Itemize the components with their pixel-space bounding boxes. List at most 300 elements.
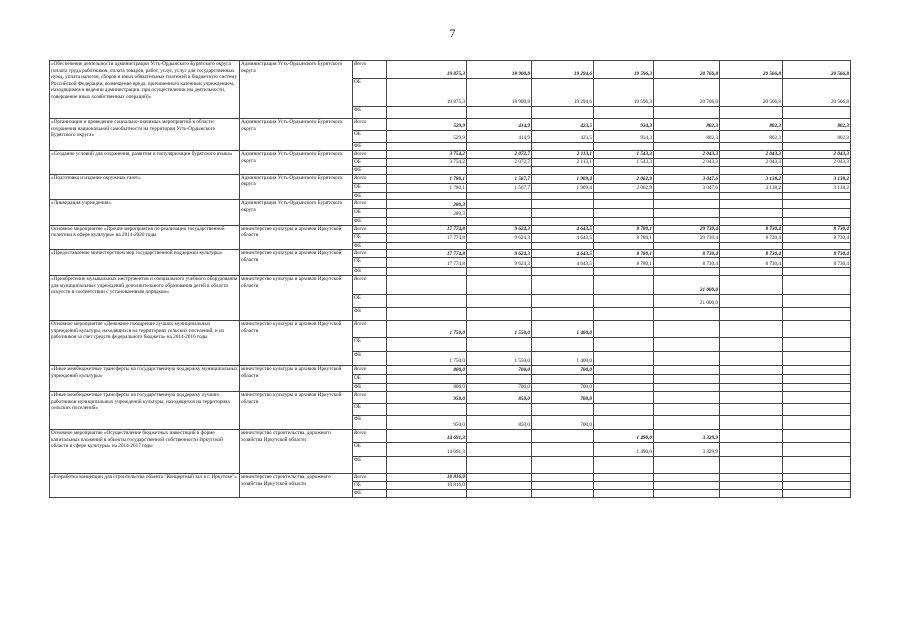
amount-cell (720, 192, 783, 200)
amount-cell (594, 167, 654, 175)
activity-description: Основное мероприятие «Денежное поощрение лучших муниципальных учреждений культуры, находящихся на территориях сельских поселений, и их работников за счет средств федерального бюджета» на 2014-2016 годы (50, 320, 240, 365)
amount-cell: 802,3 (783, 131, 851, 143)
amount-cell (720, 209, 783, 218)
amount-cell (783, 209, 851, 218)
table-row (50, 365, 851, 374)
table-row (50, 275, 851, 294)
amount-cell: 3 138,2 (783, 183, 851, 192)
amount-cell: 8 730,4 (654, 250, 720, 258)
amount-cell (532, 307, 594, 320)
amount-cell: 8 730,4 (720, 258, 783, 268)
amount-cell (720, 167, 783, 175)
amount-cell: 8 730,4 (720, 225, 783, 233)
funding-source-label: ОБ (353, 159, 387, 167)
activity-description: «Разработка концепции для строительства объекта "Концертный зал в г. Иркутске"» (50, 473, 240, 497)
amount-cell (783, 429, 851, 442)
amount-cell (720, 489, 783, 497)
executor-cell: Администрация Усть-Ордынского Бурятского округа (240, 151, 353, 175)
amount-cell (594, 107, 654, 119)
activity-description: «Предоставление министерством мер государственной поддержки культуры» (50, 250, 240, 276)
amount-cell: 3 138,2 (720, 174, 783, 183)
amount-cell: 19 294,6 (532, 61, 594, 79)
funding-source-label: Всего (353, 275, 387, 294)
amount-cell (387, 268, 467, 276)
activity-description: Основное мероприятие «Прочие мероприятия по реализации государственной политики в сфере культуры» на 2014-2020 годы (50, 225, 240, 250)
amount-cell (467, 107, 532, 119)
amount-cell: 3 754,2 (387, 159, 467, 167)
amount-cell: 19 875,3 (387, 79, 467, 107)
executor-cell: Администрация Усть-Ордынского Бурятского округа (240, 61, 353, 119)
amount-cell (654, 481, 720, 489)
amount-cell: 1 490,0 (594, 442, 654, 456)
amount-cell (720, 307, 783, 320)
amount-cell: 800,0 (387, 383, 467, 391)
amount-cell (594, 320, 654, 337)
executor-cell: министерство культуры и архивов Иркутской области (240, 225, 353, 250)
amount-cell: 8 730,4 (783, 250, 851, 258)
amount-cell: 3 047,6 (654, 174, 720, 183)
funding-source-label: ФБ (353, 143, 387, 151)
amount-cell (532, 143, 594, 151)
amount-cell (594, 456, 654, 473)
amount-cell (654, 403, 720, 415)
amount-cell (783, 456, 851, 473)
amount-cell (532, 489, 594, 497)
amount-cell (654, 383, 720, 391)
amount-cell (654, 365, 720, 374)
amount-cell: 1 780,1 (387, 174, 467, 183)
amount-cell (654, 456, 720, 473)
amount-cell (594, 200, 654, 209)
amount-cell: 950,0 (387, 391, 467, 403)
amount-cell: 800,0 (387, 365, 467, 374)
executor-cell: министерство строительства, дорожного хозяйства Иркутской области (240, 429, 353, 473)
amount-cell: 1 567,7 (467, 174, 532, 183)
amount-cell: 9 624,3 (467, 250, 532, 258)
amount-cell: 1 909,4 (532, 174, 594, 183)
activity-description: «Создание условий для сохранения, развития и популяризации бурятского языка» (50, 151, 240, 175)
funding-source-label: ФБ (353, 383, 387, 391)
amount-cell: 2 062,9 (594, 174, 654, 183)
amount-cell: 18 900,8 (467, 79, 532, 107)
amount-cell (467, 337, 532, 351)
amount-cell: 3 138,2 (720, 183, 783, 192)
funding-source-label: Всего (353, 320, 387, 337)
amount-cell (532, 429, 594, 442)
table-row (50, 119, 851, 131)
executor-cell: Администрация Усть-Ордынского Бурятского округа (240, 119, 353, 151)
amount-cell (654, 242, 720, 250)
table-row (50, 391, 851, 403)
amount-cell (720, 429, 783, 442)
activity-description: «Подготовка и издание окружных газет» (50, 174, 240, 200)
amount-cell: 2 072,7 (467, 159, 532, 167)
amount-cell (783, 107, 851, 119)
amount-cell: 3 047,6 (654, 183, 720, 192)
budget-table (49, 60, 851, 498)
amount-cell (594, 481, 654, 489)
amount-cell: 802,3 (720, 119, 783, 131)
amount-cell: 1 550,0 (467, 351, 532, 365)
amount-cell (594, 192, 654, 200)
funding-source-label: ОБ (353, 131, 387, 143)
amount-cell: 3 329,9 (654, 429, 720, 442)
amount-cell: 8 730,4 (783, 225, 851, 233)
amount-cell (783, 391, 851, 403)
amount-cell: 414,9 (467, 119, 532, 131)
funding-source-label: Всего (353, 250, 387, 258)
amount-cell (720, 275, 783, 294)
amount-cell: 2 043,3 (783, 159, 851, 167)
amount-cell (783, 337, 851, 351)
amount-cell (783, 374, 851, 383)
amount-cell (720, 107, 783, 119)
amount-cell (532, 242, 594, 250)
amount-cell (720, 415, 783, 429)
amount-cell (467, 192, 532, 200)
amount-cell: 414,9 (467, 131, 532, 143)
amount-cell: 529,9 (387, 131, 467, 143)
executor-cell: Администрация Усть-Ордынского Бурятского округа (240, 200, 353, 226)
amount-cell: 8 730,4 (654, 258, 720, 268)
amount-cell: 700,0 (467, 365, 532, 374)
amount-cell: 4 643,5 (532, 250, 594, 258)
amount-cell (532, 107, 594, 119)
amount-cell: 1 567,7 (467, 183, 532, 192)
executor-cell: министерство культуры и архивов Иркутской области (240, 365, 353, 391)
activity-description: «Приобретение музыкальных инструментов и специального учебного оборудования для муниципальных учреждений дополнительного образования детей в области искусств в соответствии с установленным порядком» (50, 275, 240, 320)
amount-cell (654, 337, 720, 351)
amount-cell (594, 365, 654, 374)
amount-cell (594, 268, 654, 276)
amount-cell (387, 374, 467, 383)
amount-cell: 4 643,5 (532, 233, 594, 242)
amount-cell (594, 294, 654, 307)
amount-cell (387, 489, 467, 497)
activity-description: «Иные межбюджетные трансферты на государственную поддержку муниципальных учреждений культуры» (50, 365, 240, 391)
executor-cell: Администрация Усть-Ордынского Бурятского округа (240, 174, 353, 200)
amount-cell: 1 400,0 (532, 320, 594, 337)
amount-cell (654, 351, 720, 365)
amount-cell: 3 329,9 (654, 442, 720, 456)
amount-cell (532, 200, 594, 209)
amount-cell: 20 566,8 (720, 79, 783, 107)
amount-cell: 700,0 (532, 365, 594, 374)
amount-cell (532, 456, 594, 473)
amount-cell: 1 750,0 (387, 320, 467, 337)
executor-cell: министерство культуры и архивов Иркутской области (240, 250, 353, 276)
amount-cell (783, 442, 851, 456)
amount-cell: 1 543,3 (594, 159, 654, 167)
amount-cell (467, 200, 532, 209)
amount-cell: 2 043,3 (783, 151, 851, 159)
amount-cell (720, 365, 783, 374)
amount-cell (720, 403, 783, 415)
amount-cell: 19 596,3 (594, 61, 654, 79)
funding-source-label: ФБ (353, 489, 387, 497)
funding-source-label: ОБ (353, 79, 387, 107)
amount-cell (720, 200, 783, 209)
amount-cell: 19 875,3 (387, 61, 467, 79)
amount-cell (720, 442, 783, 456)
amount-cell: 8 730,4 (783, 233, 851, 242)
amount-cell (467, 481, 532, 489)
amount-cell (467, 209, 532, 218)
amount-cell (720, 383, 783, 391)
page-number: 7 (449, 26, 456, 40)
amount-cell (387, 107, 467, 119)
amount-cell: 2 113,1 (532, 151, 594, 159)
amount-cell: 17 774,8 (387, 233, 467, 242)
amount-cell (467, 307, 532, 320)
amount-cell: 802,3 (783, 119, 851, 131)
amount-cell (720, 473, 783, 481)
funding-source-label: ОБ (353, 183, 387, 192)
amount-cell: 8 780,1 (594, 258, 654, 268)
funding-source-label: ОБ (353, 209, 387, 218)
funding-source-label: ФБ (353, 307, 387, 320)
amount-cell (532, 167, 594, 175)
amount-cell: 802,3 (654, 119, 720, 131)
amount-cell (654, 200, 720, 209)
amount-cell: 14 691,3 (387, 442, 467, 456)
amount-cell (387, 167, 467, 175)
amount-cell (387, 218, 467, 226)
amount-cell (387, 242, 467, 250)
amount-cell (532, 192, 594, 200)
amount-cell (532, 294, 594, 307)
amount-cell (720, 374, 783, 383)
amount-cell (532, 275, 594, 294)
amount-cell: 9 624,3 (467, 225, 532, 233)
amount-cell (532, 209, 594, 218)
amount-cell (720, 337, 783, 351)
amount-cell (654, 209, 720, 218)
amount-cell (467, 143, 532, 151)
amount-cell (783, 200, 851, 209)
amount-cell (654, 374, 720, 383)
activity-description: «Ликвидация учреждения» (50, 200, 240, 226)
amount-cell (467, 167, 532, 175)
amount-cell (783, 489, 851, 497)
funding-source-label: ОБ (353, 258, 387, 268)
amount-cell (654, 320, 720, 337)
amount-cell: 14 691,3 (387, 429, 467, 442)
amount-cell (387, 192, 467, 200)
amount-cell (720, 456, 783, 473)
table-row (50, 320, 851, 337)
amount-cell (387, 307, 467, 320)
amount-cell (594, 218, 654, 226)
amount-cell: 700,0 (532, 383, 594, 391)
amount-cell: 700,0 (532, 415, 594, 429)
amount-cell (532, 403, 594, 415)
amount-cell (532, 442, 594, 456)
amount-cell (467, 489, 532, 497)
funding-source-label: ОБ (353, 233, 387, 242)
amount-cell (783, 320, 851, 337)
amount-cell: 10 816,0 (387, 481, 467, 489)
amount-cell (467, 442, 532, 456)
amount-cell: 21 000,0 (654, 294, 720, 307)
amount-cell: 280,3 (387, 209, 467, 218)
funding-source-label: ФБ (353, 107, 387, 119)
table-row (50, 200, 851, 209)
amount-cell (594, 275, 654, 294)
amount-cell (654, 307, 720, 320)
amount-cell (783, 481, 851, 489)
amount-cell (654, 415, 720, 429)
funding-source-label: ФБ (353, 415, 387, 429)
amount-cell: 29 730,4 (654, 225, 720, 233)
amount-cell: 21 000,0 (654, 275, 720, 294)
amount-cell: 3 138,2 (783, 174, 851, 183)
table-row (50, 61, 851, 79)
amount-cell: 17 774,8 (387, 250, 467, 258)
amount-cell (654, 391, 720, 403)
amount-cell: 8 730,4 (720, 250, 783, 258)
amount-cell (387, 456, 467, 473)
amount-cell (387, 337, 467, 351)
funding-source-label: ОБ (353, 403, 387, 415)
table-row (50, 225, 851, 233)
amount-cell (387, 275, 467, 294)
amount-cell (467, 429, 532, 442)
amount-cell: 29 730,4 (654, 233, 720, 242)
amount-cell (594, 374, 654, 383)
amount-cell: 8 780,1 (594, 225, 654, 233)
amount-cell (467, 473, 532, 481)
amount-cell (467, 456, 532, 473)
amount-cell (594, 415, 654, 429)
funding-source-label: Всего (353, 225, 387, 233)
funding-source-label: Всего (353, 391, 387, 403)
funding-source-label: ОБ (353, 337, 387, 351)
amount-cell: 20 766,8 (654, 79, 720, 107)
amount-cell (783, 167, 851, 175)
amount-cell (783, 143, 851, 151)
amount-cell (594, 473, 654, 481)
amount-cell (783, 242, 851, 250)
executor-cell: министерство культуры и архивов Иркутской области (240, 320, 353, 365)
amount-cell: 1 780,1 (387, 183, 467, 192)
amount-cell: 10 816,0 (387, 473, 467, 481)
amount-cell (720, 218, 783, 226)
amount-cell (720, 268, 783, 276)
funding-source-label: ФБ (353, 242, 387, 250)
amount-cell (467, 294, 532, 307)
amount-cell (720, 481, 783, 489)
amount-cell: 423,5 (532, 119, 594, 131)
amount-cell: 1 909,4 (532, 183, 594, 192)
amount-cell: 9 624,3 (467, 258, 532, 268)
amount-cell (387, 143, 467, 151)
funding-source-label: Всего (353, 429, 387, 442)
amount-cell: 17 774,8 (387, 258, 467, 268)
amount-cell: 934,3 (594, 119, 654, 131)
funding-source-label: ФБ (353, 218, 387, 226)
amount-cell (654, 192, 720, 200)
amount-cell: 423,5 (532, 131, 594, 143)
funding-source-label: ФБ (353, 192, 387, 200)
amount-cell (654, 167, 720, 175)
amount-cell (720, 294, 783, 307)
amount-cell (594, 351, 654, 365)
amount-cell: 934,3 (594, 131, 654, 143)
amount-cell: 8 730,4 (783, 258, 851, 268)
amount-cell: 17 774,8 (387, 225, 467, 233)
amount-cell (594, 391, 654, 403)
activity-description: «Организация и проведение социально-значимых мероприятий в области сохранения национальной самобытности на территории Усть-Ордынского Бурятского округа» (50, 119, 240, 151)
table-row (50, 151, 851, 159)
amount-cell (783, 218, 851, 226)
amount-cell (720, 143, 783, 151)
amount-cell (654, 143, 720, 151)
funding-source-label: Всего (353, 61, 387, 79)
amount-cell: 4 643,5 (532, 225, 594, 233)
amount-cell: 2 043,3 (654, 159, 720, 167)
executor-cell: министерство культуры и архивов Иркутской области (240, 275, 353, 320)
amount-cell: 2 062,9 (594, 183, 654, 192)
amount-cell: 802,3 (654, 131, 720, 143)
amount-cell: 2 043,3 (720, 159, 783, 167)
amount-cell (467, 242, 532, 250)
funding-source-label: ФБ (353, 456, 387, 473)
amount-cell: 4 643,5 (532, 258, 594, 268)
amount-cell: 3 754,2 (387, 151, 467, 159)
amount-cell (467, 268, 532, 276)
amount-cell: 19 596,3 (594, 79, 654, 107)
funding-source-label: Всего (353, 151, 387, 159)
amount-cell: 850,0 (467, 391, 532, 403)
amount-cell (783, 415, 851, 429)
amount-cell: 2 043,3 (654, 151, 720, 159)
amount-cell (532, 481, 594, 489)
amount-cell (594, 489, 654, 497)
funding-source-label: Всего (353, 119, 387, 131)
funding-source-label: ОБ (353, 481, 387, 489)
table-row (50, 174, 851, 183)
amount-cell: 20 566,8 (783, 61, 851, 79)
amount-cell: 19 294,6 (532, 79, 594, 107)
amount-cell: 2 113,1 (532, 159, 594, 167)
amount-cell (783, 473, 851, 481)
table-row (50, 250, 851, 258)
amount-cell (532, 473, 594, 481)
amount-cell: 9 624,3 (467, 233, 532, 242)
amount-cell: 280,3 (387, 200, 467, 209)
amount-cell (532, 268, 594, 276)
executor-cell: министерство культуры и архивов Иркутской области (240, 391, 353, 429)
amount-cell (532, 218, 594, 226)
amount-cell (594, 337, 654, 351)
amount-cell: 1 750,0 (387, 351, 467, 365)
funding-source-label: Всего (353, 473, 387, 481)
amount-cell (783, 351, 851, 365)
amount-cell: 20 566,8 (720, 61, 783, 79)
amount-cell: 8 780,1 (594, 250, 654, 258)
table-row (50, 429, 851, 442)
funding-source-label: ФБ (353, 268, 387, 276)
amount-cell (467, 275, 532, 294)
funding-source-label: ОБ (353, 442, 387, 456)
amount-cell (783, 307, 851, 320)
amount-cell (654, 489, 720, 497)
funding-source-label: ОБ (353, 294, 387, 307)
amount-cell: 700,0 (467, 383, 532, 391)
amount-cell (467, 218, 532, 226)
table-row (50, 473, 851, 481)
